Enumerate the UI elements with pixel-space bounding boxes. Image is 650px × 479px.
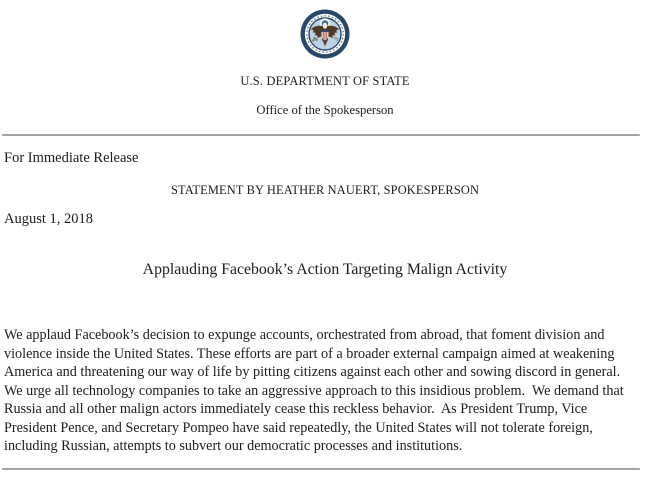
department-of-state-seal-icon (300, 9, 350, 59)
body-line: violence inside the United States. These efforts are part of a broader external campaign aimed at weakening (4, 345, 615, 362)
seal-shield-chief (322, 30, 329, 32)
agency-name: U.S. DEPARTMENT OF STATE (240, 74, 410, 88)
body-line: We urge all technology companies to take an aggressive approach to this insidious problem. We demand that (4, 382, 624, 399)
statement-body (4, 326, 646, 456)
seal-eagle-head (323, 23, 327, 29)
header-divider-rule (2, 134, 640, 136)
statement-title: Applauding Facebook’s Action Targeting Malign Activity (142, 261, 508, 278)
release-type: For Immediate Release (4, 150, 139, 166)
body-line: Russia and all other malign actors immediately cease this reckless behavior. As President Trump, Vice (4, 401, 588, 417)
footer-divider-rule (2, 468, 640, 470)
body-line: We applaud Facebook’s decision to expunge accounts, orchestrated from abroad, that foment division and (4, 327, 605, 343)
body-line: America and threatening our way of life by pitting citizens against each other and sowing discord in general. (4, 364, 621, 380)
release-date: August 1, 2018 (4, 211, 94, 227)
body-line: President Pence, and Secretary Pompeo have said repeatedly, the United States will not tolerate foreign, (4, 419, 593, 436)
office-name: Office of the Spokesperson (256, 103, 394, 117)
body-line: including Russian, attempts to subvert our democratic processes and institutions. (4, 438, 463, 454)
statement-heading: STATEMENT BY HEATHER NAUERT, SPOKESPERSON (170, 183, 480, 197)
seal-olive-branch (312, 39, 314, 41)
seal-olive-branch (315, 39, 317, 41)
seal-olive-branch (313, 37, 315, 39)
